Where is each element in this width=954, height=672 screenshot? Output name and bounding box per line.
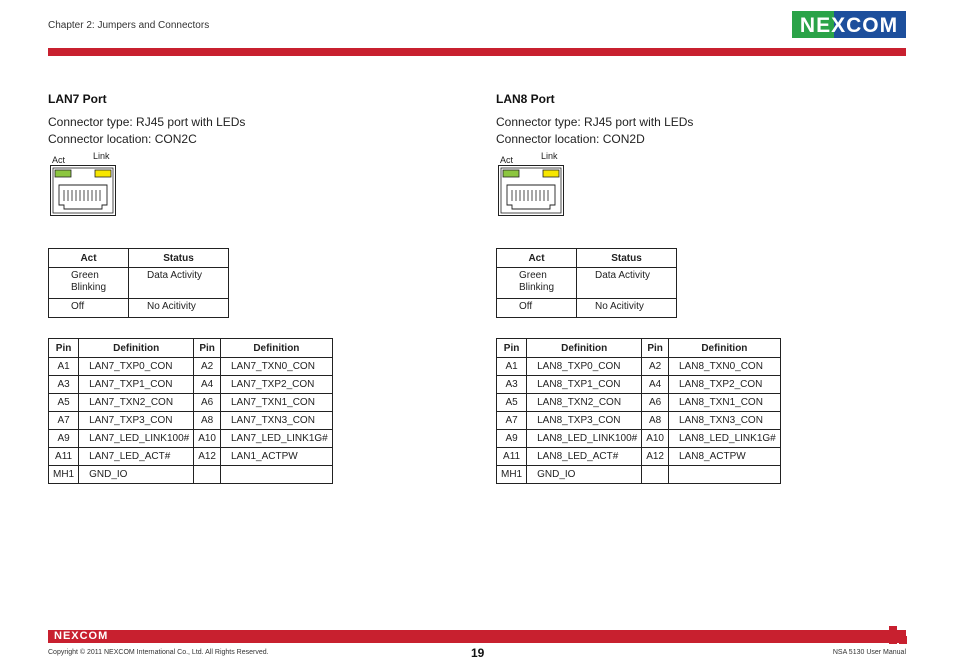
table-row <box>49 412 333 430</box>
rj45-diagram <box>496 151 566 216</box>
table-row <box>49 394 333 412</box>
table-row <box>49 268 229 299</box>
definition-cell: LAN7_TXN3_CON <box>221 412 333 430</box>
act-led <box>503 170 519 177</box>
definition-cell: LAN7_TXN2_CON <box>79 394 194 412</box>
section-title: LAN7 Port <box>48 92 107 106</box>
pin-cell: A7 <box>497 412 527 430</box>
col-header-pin: Pin <box>49 339 79 358</box>
table-row <box>497 430 781 448</box>
col-header-definition: Definition <box>79 339 194 358</box>
pin-cell: A5 <box>49 394 79 412</box>
pin-definition-table <box>496 338 781 484</box>
act-cell: Green Blinking <box>49 268 129 299</box>
definition-cell: GND_IO <box>79 466 194 484</box>
definition-cell: LAN7_TXN1_CON <box>221 394 333 412</box>
col-header-definition: Definition <box>669 339 781 358</box>
table-row <box>497 448 781 466</box>
definition-cell: LAN7_TXP2_CON <box>221 376 333 394</box>
pin-cell: A12 <box>642 448 669 466</box>
col-header-act: Act <box>497 249 577 268</box>
pin-cell: A3 <box>497 376 527 394</box>
pin-cell: MH1 <box>497 466 527 484</box>
definition-cell: LAN7_LED_ACT# <box>79 448 194 466</box>
link-led <box>95 170 111 177</box>
definition-cell: LAN8_TXN0_CON <box>669 358 781 376</box>
connector-location: Connector location: CON2D <box>496 132 645 146</box>
pin-cell: A7 <box>49 412 79 430</box>
definition-cell <box>669 466 781 484</box>
definition-cell: LAN1_ACTPW <box>221 448 333 466</box>
pin-cell: A2 <box>642 358 669 376</box>
col-header-definition: Definition <box>221 339 333 358</box>
definition-cell: LAN7_TXP0_CON <box>79 358 194 376</box>
rj45-diagram <box>48 151 118 216</box>
pin-cell <box>194 466 221 484</box>
table-row <box>497 376 781 394</box>
link-label: Link <box>541 151 558 161</box>
section-title: LAN8 Port <box>496 92 555 106</box>
status-cell: No Acitivity <box>129 299 229 318</box>
definition-cell: LAN7_LED_LINK1G# <box>221 430 333 448</box>
pin-cell: A3 <box>49 376 79 394</box>
act-label: Act <box>500 155 514 165</box>
manual-title: NSA 5130 User Manual <box>832 649 906 656</box>
act-led <box>55 170 71 177</box>
pin-cell: A8 <box>642 412 669 430</box>
rj45-port-icon <box>50 165 116 216</box>
rj45-port-icon <box>498 165 564 216</box>
table-row <box>49 376 333 394</box>
col-header-pin: Pin <box>497 339 527 358</box>
pin-cell: A11 <box>497 448 527 466</box>
led-status-table <box>496 248 677 318</box>
col-header-status: Status <box>129 249 229 268</box>
lan8-section <box>496 92 776 480</box>
pin-cell <box>642 466 669 484</box>
footer-logo: NEXCOM <box>54 630 109 642</box>
act-label: Act <box>52 155 66 165</box>
table-row <box>49 430 333 448</box>
pin-cell: A12 <box>194 448 221 466</box>
pin-cell: MH1 <box>49 466 79 484</box>
corner-squares-icon <box>889 626 907 644</box>
table-row <box>49 466 333 484</box>
act-cell: Green Blinking <box>497 268 577 299</box>
pin-cell: A10 <box>194 430 221 448</box>
definition-cell: LAN8_TXP1_CON <box>527 376 642 394</box>
status-cell: Data Activity <box>129 268 229 299</box>
pin-cell: A4 <box>642 376 669 394</box>
footer-bar <box>48 630 906 643</box>
pin-cell: A9 <box>497 430 527 448</box>
definition-cell: LAN8_TXN2_CON <box>527 394 642 412</box>
col-header-status: Status <box>577 249 677 268</box>
link-led <box>543 170 559 177</box>
pin-cell: A11 <box>49 448 79 466</box>
col-header-pin: Pin <box>642 339 669 358</box>
definition-cell: LAN8_TXN1_CON <box>669 394 781 412</box>
col-header-pin: Pin <box>194 339 221 358</box>
table-row <box>49 299 229 318</box>
chapter-heading: Chapter 2: Jumpers and Connectors <box>48 20 210 31</box>
pin-definition-table <box>48 338 333 484</box>
definition-cell <box>221 466 333 484</box>
status-cell: No Acitivity <box>577 299 677 318</box>
led-status-table <box>48 248 229 318</box>
definition-cell: LAN8_LED_LINK100# <box>527 430 642 448</box>
pin-cell: A1 <box>497 358 527 376</box>
definition-cell: LAN7_LED_LINK100# <box>79 430 194 448</box>
status-cell: Data Activity <box>577 268 677 299</box>
table-row <box>497 268 677 299</box>
table-row <box>497 299 677 318</box>
definition-cell: LAN7_TXN0_CON <box>221 358 333 376</box>
link-label: Link <box>93 151 110 161</box>
definition-cell: LAN7_TXP3_CON <box>79 412 194 430</box>
pin-cell: A6 <box>194 394 221 412</box>
pin-cell: A10 <box>642 430 669 448</box>
nexcom-logo <box>792 11 906 38</box>
table-row <box>49 448 333 466</box>
pin-cell: A1 <box>49 358 79 376</box>
definition-cell: LAN8_TXP2_CON <box>669 376 781 394</box>
col-header-act: Act <box>49 249 129 268</box>
pin-cell: A8 <box>194 412 221 430</box>
pin-cell: A2 <box>194 358 221 376</box>
definition-cell: GND_IO <box>527 466 642 484</box>
definition-cell: LAN8_TXN3_CON <box>669 412 781 430</box>
connector-location: Connector location: CON2C <box>48 132 197 146</box>
svg-text:NEXCOM: NEXCOM <box>799 14 899 37</box>
act-cell: Off <box>497 299 577 318</box>
lan7-section <box>48 92 328 480</box>
pin-cell: A9 <box>49 430 79 448</box>
pin-cell: A6 <box>642 394 669 412</box>
col-header-definition: Definition <box>527 339 642 358</box>
connector-type: Connector type: RJ45 port with LEDs <box>48 115 246 129</box>
table-row <box>497 466 781 484</box>
pin-cell: A4 <box>194 376 221 394</box>
definition-cell: LAN8_ACTPW <box>669 448 781 466</box>
definition-cell: LAN7_TXP1_CON <box>79 376 194 394</box>
header-rule <box>48 48 906 56</box>
table-row <box>497 412 781 430</box>
copyright-text: Copyright © 2011 NEXCOM International Co., Ltd. All Rights Reserved. <box>48 649 269 656</box>
definition-cell: LAN8_TXP3_CON <box>527 412 642 430</box>
table-row <box>49 358 333 376</box>
page-number: 19 <box>471 646 485 660</box>
definition-cell: LAN8_TXP0_CON <box>527 358 642 376</box>
table-row <box>497 358 781 376</box>
definition-cell: LAN8_LED_LINK1G# <box>669 430 781 448</box>
connector-type: Connector type: RJ45 port with LEDs <box>496 115 694 129</box>
act-cell: Off <box>49 299 129 318</box>
table-row <box>497 394 781 412</box>
pin-cell: A5 <box>497 394 527 412</box>
definition-cell: LAN8_LED_ACT# <box>527 448 642 466</box>
